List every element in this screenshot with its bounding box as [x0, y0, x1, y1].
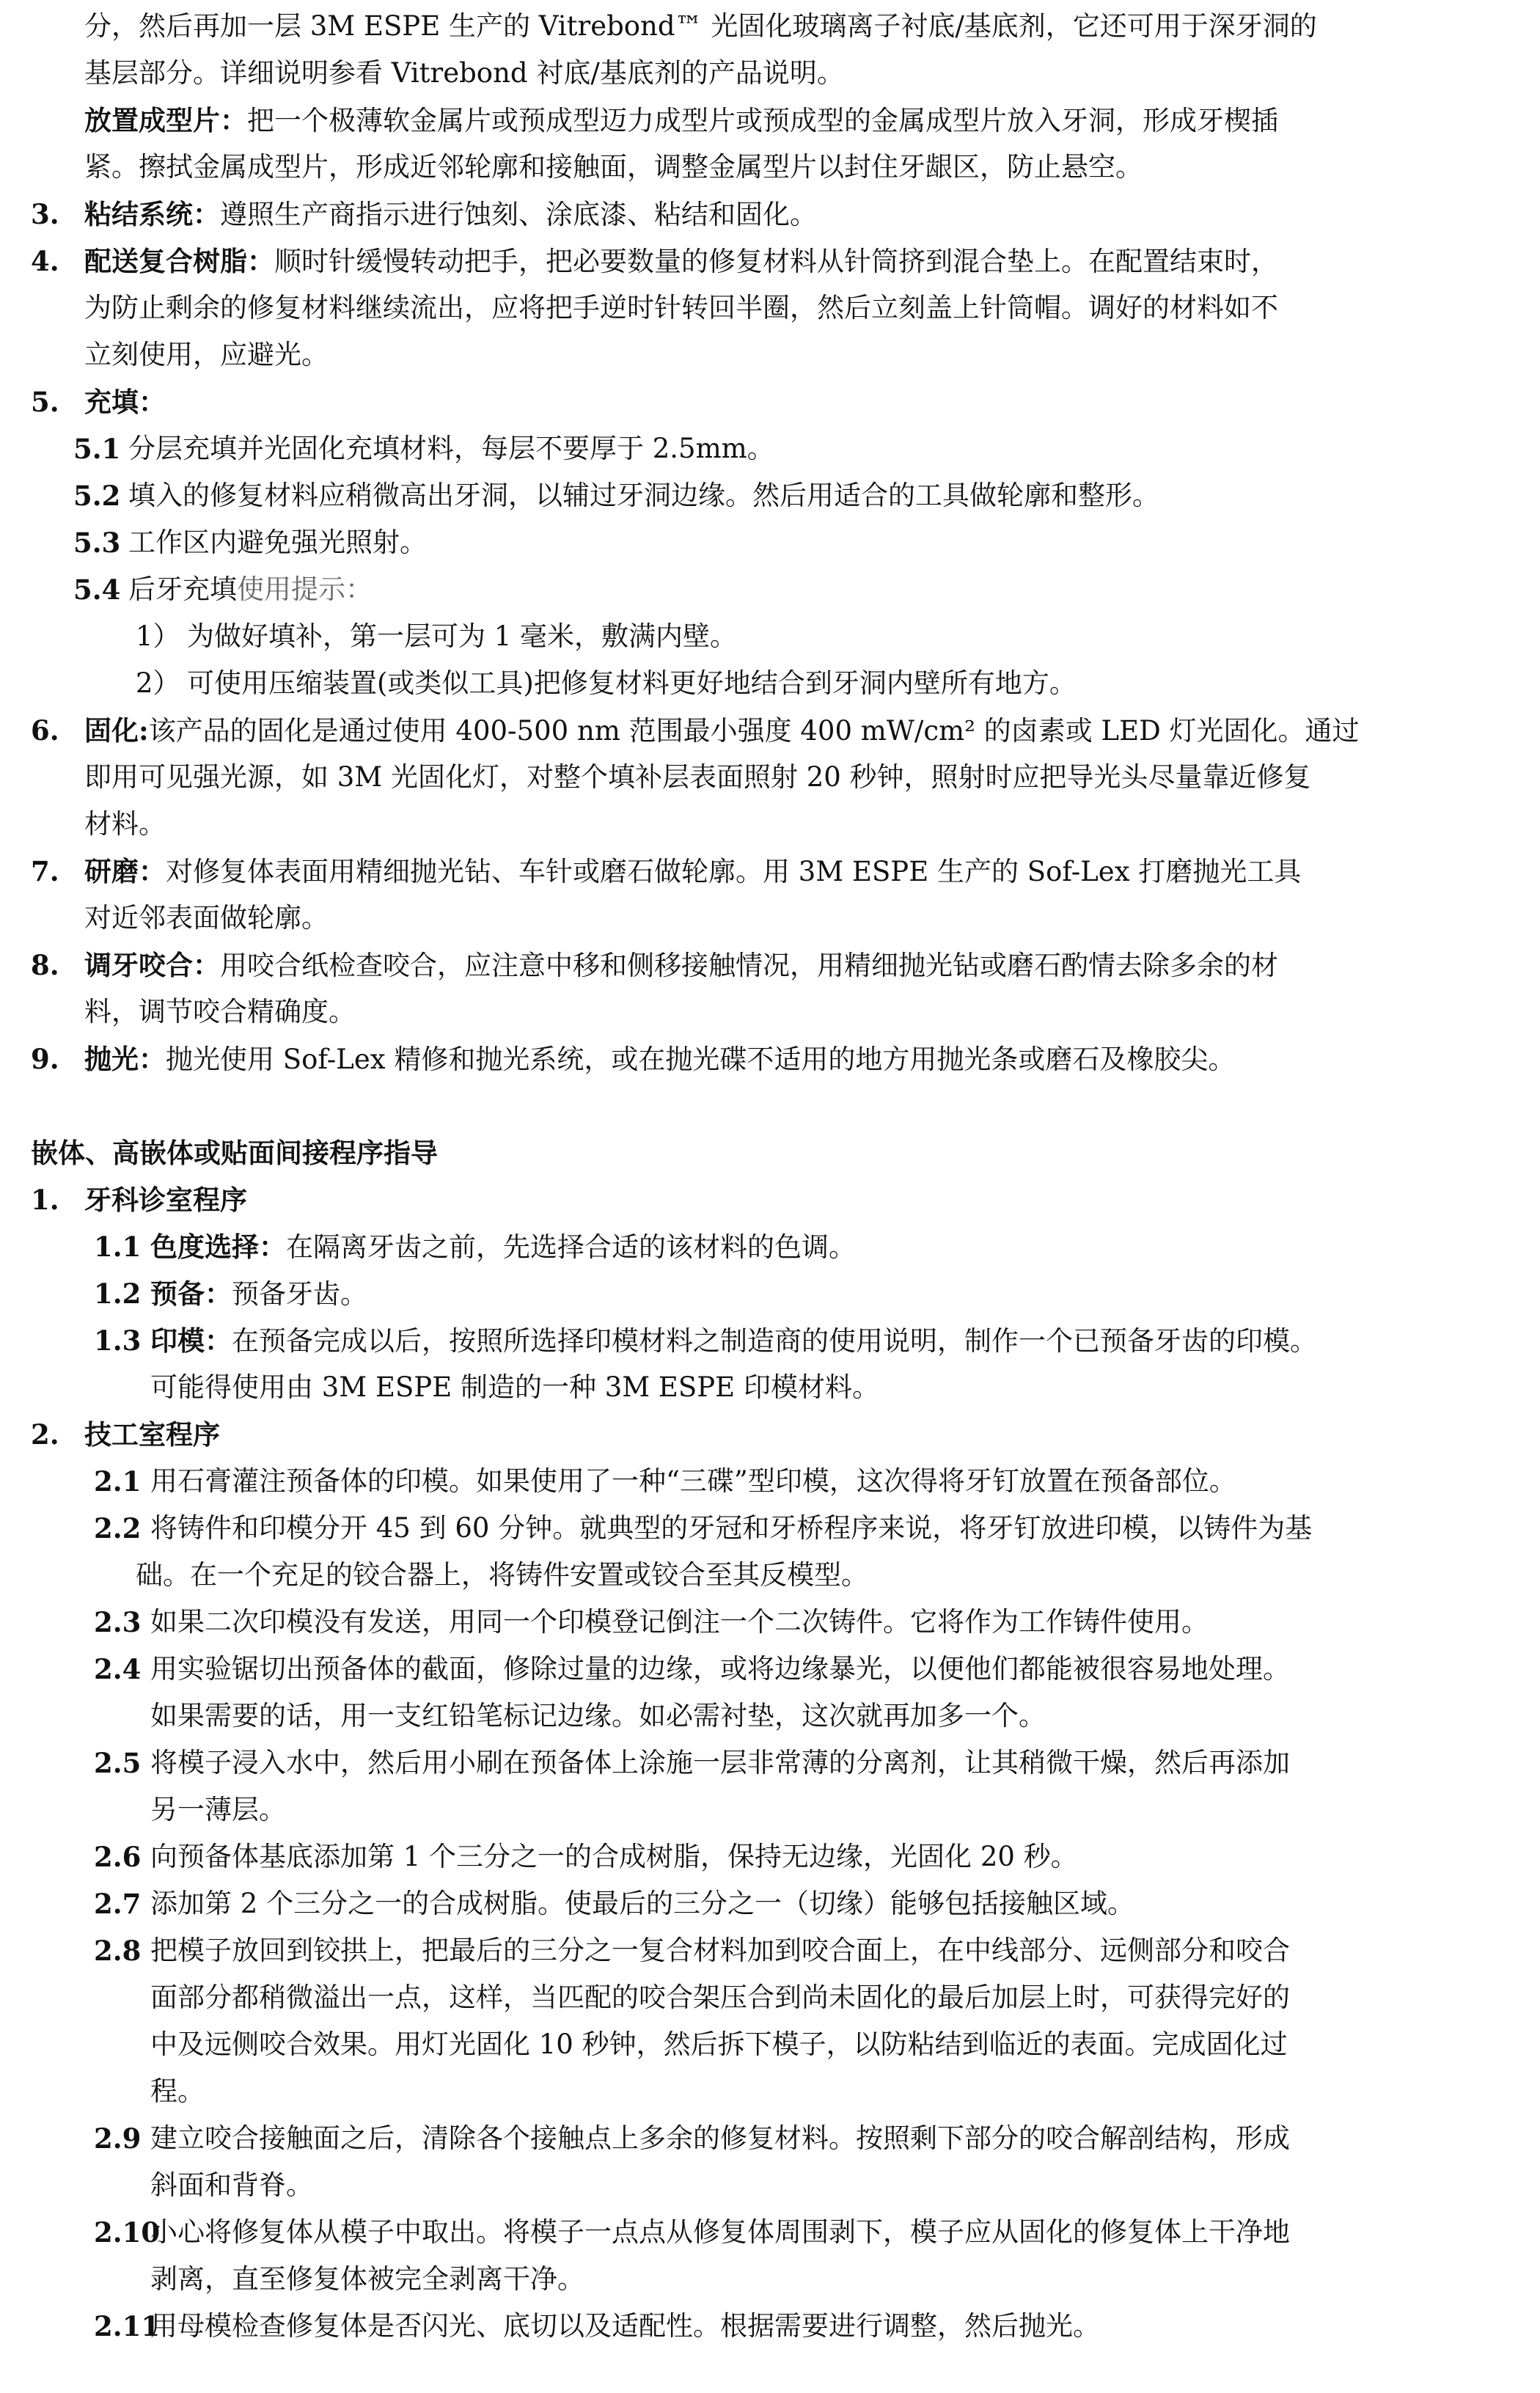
paragraph-line — [0, 1693, 1540, 1740]
sub-number: 1.2 — [94, 1278, 142, 1310]
sub-item — [0, 519, 1540, 566]
tip-number: 1） — [136, 620, 180, 652]
paragraph-line — [0, 3, 1540, 50]
paragraph-line — [0, 1364, 1540, 1411]
text — [150, 1317, 1317, 1365]
list-item — [0, 378, 1540, 425]
text: 另一薄层。 — [150, 1794, 286, 1825]
sub-item — [0, 1646, 1540, 1693]
text: 如果二次印模没有发送，用同一个印模登记倒注一个二次铸件。它将作为工作铸件使用。 — [150, 1606, 1209, 1638]
text: 把模子放回到铰拱上，把最后的三分之一复合材料加到咬合面上，在中线部分、远侧部分和咬合 — [150, 1935, 1290, 1966]
text: 分，然后再加一层 3M ESPE 生产的 Vitrebond™ 光固化玻璃离子衬底/基底剂，它还可用于深牙洞的 — [84, 10, 1317, 42]
sub-item — [0, 2303, 1540, 2350]
sub-item — [0, 472, 1540, 519]
text: 紧。擦拭金属成型片，形成近邻轮廓和接触面，调整金属型片以封住牙龈区，防止悬空。 — [84, 151, 1143, 183]
sub-number: 1.1 — [94, 1231, 142, 1263]
text: 材料。 — [84, 808, 166, 840]
text: 斜面和背脊。 — [150, 2169, 313, 2201]
tip-label: 使用提示： — [237, 573, 373, 605]
tip-number: 2） — [136, 667, 180, 699]
text: 建立咬合接触面之后，清除各个接触点上多余的修复材料。按照剩下部分的咬合解剖结构，形成 — [150, 2122, 1290, 2154]
paragraph-line — [0, 2068, 1540, 2115]
text — [84, 942, 1278, 989]
text: 用石膏灌注预备体的印模。如果使用了一种“三碟”型印模，这次得将牙钉放置在预备部位。 — [150, 1465, 1236, 1497]
text: 小心将修复体从模子中取出。将模子一点点从修复体周围剥下，模子应从固化的修复体上干净地 — [150, 2216, 1290, 2248]
text: 料，调节咬合精确度。 — [84, 996, 356, 1027]
sub-number: 5.4 — [73, 573, 121, 606]
sub-number: 2.10 — [94, 2216, 161, 2249]
text — [84, 848, 1301, 895]
sub-item — [0, 1223, 1540, 1270]
text: 将铸件和印模分开 45 到 60 分钟。就典型的牙冠和牙桥程序来说，将牙钉放进印模，以铸件为基 — [150, 1512, 1313, 1544]
text — [84, 238, 1278, 285]
label: 粘结系统： — [84, 198, 220, 230]
paragraph-line — [0, 989, 1540, 1036]
part-title: 技工室程序 — [84, 1418, 220, 1451]
text: 立刻使用，应避光。 — [84, 339, 329, 370]
paragraph-line — [0, 1974, 1540, 2021]
paragraph-line — [0, 97, 1540, 144]
sub-number: 1.3 — [94, 1324, 142, 1357]
sub-number: 5.1 — [73, 433, 121, 465]
paragraph-line — [0, 895, 1540, 942]
sub-number: 2.4 — [94, 1653, 142, 1685]
paragraph-line — [0, 1786, 1540, 1833]
text: 可使用压缩装置(或类似工具)把修复材料更好地结合到牙洞内壁所有地方。 — [187, 667, 1077, 699]
text: 程。 — [150, 2075, 205, 2107]
paragraph-line — [0, 50, 1540, 97]
text: 可能得使用由 3M ESPE 制造的一种 3M ESPE 印模材料。 — [150, 1371, 879, 1403]
sub-item — [0, 566, 1540, 613]
text — [84, 97, 1278, 144]
sub-item — [0, 1270, 1540, 1317]
text: 用实验锯切出预备体的截面，修除过量的边缘，或将边缘暴光，以便他们都能被很容易地处理。 — [150, 1653, 1290, 1685]
paragraph-line — [0, 1552, 1540, 1599]
section-heading — [0, 1129, 1540, 1176]
sub-number: 2.11 — [94, 2310, 161, 2342]
text: 面部分都稍微溢出一点，这样，当匹配的咬合架压合到尚未固化的最后加层上时，可获得完好的 — [150, 1982, 1290, 2013]
text: 础。在一个充足的铰合器上，将铸件安置或铰合至其反模型。 — [136, 1559, 868, 1591]
part-title: 牙科诊室程序 — [84, 1184, 247, 1216]
text — [84, 191, 817, 238]
label: 预备： — [150, 1278, 232, 1310]
label: 研磨： — [84, 855, 166, 887]
text: 即用可见强光源，如 3M 光固化灯，对整个填补层表面照射 20 秒钟，照射时应把导光头尽量靠近修复 — [84, 761, 1311, 793]
text: 分层充填并光固化充填材料，每层不要厚于 2.5mm。 — [128, 433, 774, 464]
label: 抛光： — [84, 1043, 166, 1075]
text — [150, 1223, 856, 1271]
text: 预备牙齿。 — [232, 1278, 367, 1310]
text: 向预备体基底添加第 1 个三分之一的合成树脂，保持无边缘，光固化 20 秒。 — [150, 1841, 1078, 1872]
label: 配送复合树脂： — [84, 245, 274, 277]
text: 后牙充填 — [128, 573, 237, 605]
text: 遵照生产商指示进行蚀刻、涂底漆、粘结和固化。 — [220, 199, 817, 230]
text: 填入的修复材料应稍微高出牙洞，以辅过牙洞边缘。然后用适合的工具做轮廓和整形。 — [128, 480, 1159, 511]
list-item — [0, 942, 1540, 989]
item-number: 9. — [31, 1043, 59, 1075]
heading-text: 嵌体、高嵌体或贴面间接程序指导 — [31, 1137, 438, 1169]
list-item — [0, 191, 1540, 238]
text: 抛光使用 Sof-Lex 精修和抛光系统，或在抛光碟不适用的地方用抛光条或磨石及橡胶尖。 — [166, 1044, 1236, 1075]
text: 把一个极薄软金属片或预成型迈力成型片或预成型的金属成型片放入牙洞，形成牙楔插 — [247, 105, 1278, 136]
sub-number: 2.3 — [94, 1606, 142, 1638]
text: 在预备完成以后，按照所选择印模材料之制造商的使用说明，制作一个已预备牙齿的印模。 — [232, 1325, 1317, 1357]
text — [84, 378, 166, 426]
sub-number: 2.1 — [94, 1465, 142, 1498]
item-number: 3. — [31, 198, 59, 230]
sub-number: 2.5 — [94, 1747, 142, 1779]
list-item — [0, 238, 1540, 285]
sub-number: 2.6 — [94, 1841, 142, 1873]
paragraph-line — [0, 144, 1540, 191]
sub-item — [0, 1833, 1540, 1880]
text: 基层部分。详细说明参看 Vitrebond 衬底/基底剂的产品说明。 — [84, 57, 844, 89]
sub-number: 2.2 — [94, 1512, 142, 1544]
list-item — [0, 707, 1540, 754]
sub-item — [0, 1317, 1540, 1364]
text — [84, 707, 1360, 755]
sub-item — [0, 1505, 1540, 1552]
text: 为防止剩余的修复材料继续流出，应将把手逆时针转回半圈，然后立刻盖上针筒帽。调好的材料如不 — [84, 292, 1278, 323]
paragraph-line — [0, 754, 1540, 801]
sub-item — [0, 1599, 1540, 1646]
sub-item — [0, 1927, 1540, 1974]
text: 该产品的固化是通过使用 400-500 nm 范围最小强度 400 mW/cm² 的卤素或 LED 灯光固化。通过 — [148, 715, 1360, 747]
sub-item — [0, 1458, 1540, 1505]
label: 放置成型片： — [84, 104, 247, 136]
sub-item — [0, 2115, 1540, 2162]
text: 如果需要的话，用一支红铅笔标记边缘。如必需衬垫，这次就再加多一个。 — [150, 1700, 1046, 1731]
text: 工作区内避免强光照射。 — [128, 527, 427, 558]
paragraph-line — [0, 2256, 1540, 2303]
paragraph-line — [0, 331, 1540, 378]
label: 固化: — [84, 714, 149, 747]
paragraph-line — [0, 2162, 1540, 2209]
sub-item — [0, 1880, 1540, 1927]
label: 印模： — [150, 1324, 232, 1357]
sub-item — [0, 2209, 1540, 2256]
text: 为做好填补，第一层可为 1 毫米，敷满内壁。 — [187, 620, 738, 652]
text: 中及远侧咬合效果。用灯光固化 10 秒钟，然后拆下模子，以防粘结到临近的表面。完成固化过 — [150, 2029, 1288, 2060]
text — [84, 1036, 1235, 1083]
item-number: 6. — [31, 714, 59, 747]
text: 剥离，直至修复体被完全剥离干净。 — [150, 2263, 584, 2295]
paragraph-line — [0, 801, 1540, 848]
label: 充填： — [84, 386, 166, 418]
item-number: 4. — [31, 245, 59, 277]
text: 添加第 2 个三分之一的合成树脂。使最后的三分之一（切缘）能够包括接触区域。 — [150, 1888, 1135, 1919]
item-number: 7. — [31, 855, 59, 887]
sub-number: 5.2 — [73, 480, 121, 512]
text: 用母模检查修复体是否闪光、底切以及适配性。根据需要进行调整，然后抛光。 — [150, 2310, 1100, 2342]
sub-number: 2.7 — [94, 1888, 142, 1920]
item-number: 8. — [31, 949, 59, 981]
tip-item — [0, 660, 1540, 707]
label: 调牙咬合： — [84, 949, 220, 981]
list-item — [0, 848, 1540, 895]
sub-item — [0, 425, 1540, 472]
item-number: 1. — [31, 1184, 59, 1216]
text — [150, 1270, 367, 1318]
sub-number: 2.8 — [94, 1935, 142, 1967]
text: 对修复体表面用精细抛光钻、车针或磨石做轮廓。用 3M ESPE 生产的 Sof-Lex 打磨抛光工具 — [166, 856, 1302, 887]
sub-number: 5.3 — [73, 527, 121, 559]
item-number: 2. — [31, 1418, 59, 1451]
text: 用咬合纸检查咬合，应注意中移和侧移接触情况，用精细抛光钻或磨石酌情去除多余的材 — [220, 950, 1278, 981]
sub-number: 2.9 — [94, 2122, 142, 2155]
item-number: 5. — [31, 386, 59, 418]
text: 将模子浸入水中，然后用小刷在预备体上涂施一层非常薄的分离剂，让其稍微干燥，然后再添加 — [150, 1747, 1290, 1778]
tip-item — [0, 613, 1540, 660]
label: 色度选择： — [150, 1231, 286, 1263]
list-item — [0, 1411, 1540, 1458]
text — [128, 566, 373, 613]
list-item — [0, 1036, 1540, 1082]
text: 在隔离牙齿之前，先选择合适的该材料的色调。 — [286, 1231, 856, 1263]
text: 对近邻表面做轮廓。 — [84, 902, 329, 934]
paragraph-line — [0, 285, 1540, 331]
paragraph-line — [0, 2021, 1540, 2068]
text: 顺时针缓慢转动把手，把必要数量的修复材料从针筒挤到混合垫上。在配置结束时， — [274, 246, 1278, 277]
sub-item — [0, 1740, 1540, 1786]
list-item — [0, 1176, 1540, 1223]
